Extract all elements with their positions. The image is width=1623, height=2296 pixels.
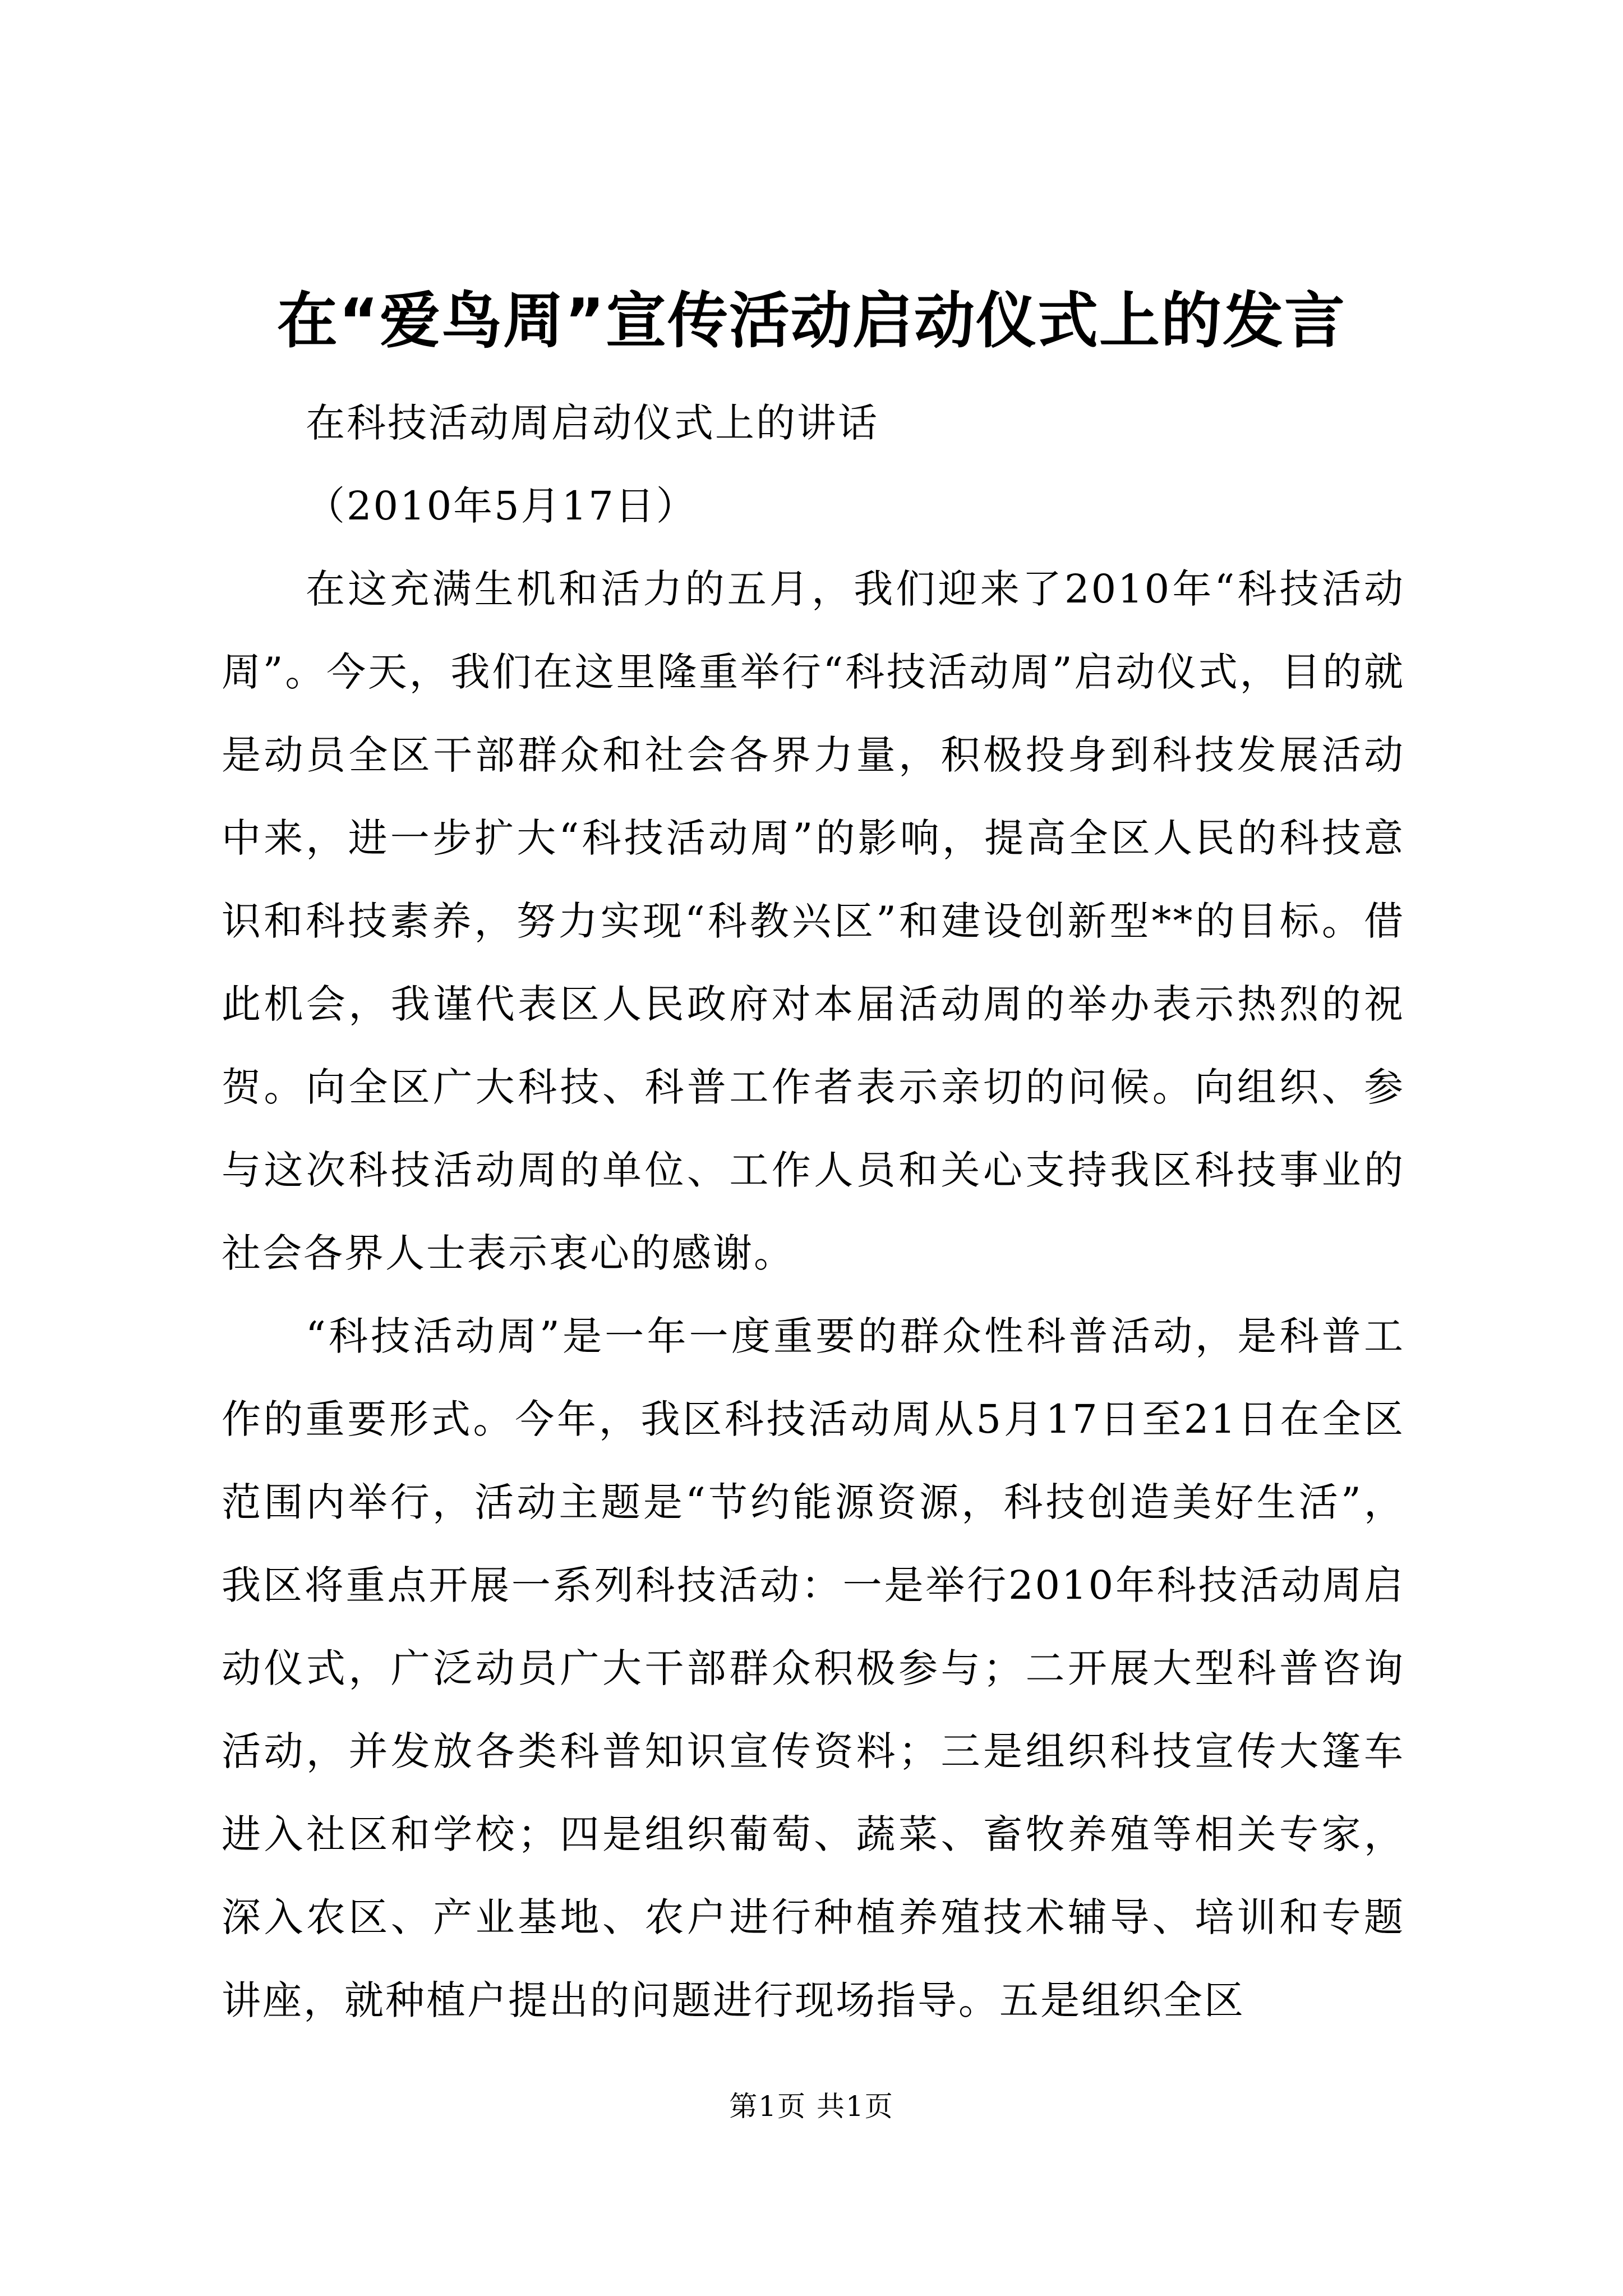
document-title: 在“爱鸟周”宣传活动启动仪式上的发言: [277, 286, 1346, 356]
document-subtitle: 在科技活动周启动仪式上的讲话: [306, 400, 879, 446]
paragraph-2: “科技活动周”是一年一度重要的群众性科普活动，是科普工作的重要形式。今年，我区科技活动周从5月17日至21日在全区范围内举行，活动主题是“节约能源资源，科技创造美好生活”，我区将重点开展一系列科技活动：一是举行2010年科技活动周启动仪式，广泛动员广大干部群众积极参与；二开展大型科普咨询活动，并发放各类科普知识宣传资料；三是组织科技宣传大篷车进入社区和学校；四是组织葡萄、蔬菜、畜牧养殖等相关专家，深入农区、产业基地、农户进行种植养殖技术辅导、培训和专题讲座，就种植户提出的问题进行现场指导。五是组织全区: [222, 1313, 1405, 2023]
document-date: （2010年5月17日）: [306, 483, 697, 529]
document-body: [222, 381, 1405, 2042]
paragraph-1: 在这充满生机和活力的五月，我们迎来了2010年“科技活动周”。今天，我们在这里隆重举行“科技活动周”启动仪式，目的就是动员全区干部群众和社会各界力量，积极投身到科技发展活动中来，进一步扩大“科技活动周”的影响，提高全区人民的科技意识和科技素养，努力实现“科教兴区”和建设创新型**的目标。借此机会，我谨代表区人民政府对本届活动周的举办表示热烈的祝贺。向全区广大科技、科普工作者表示亲切的问候。向组织、参与这次科技活动周的单位、工作人员和关心支持我区科技事业的社会各界人士表示衷心的感谢。: [222, 566, 1405, 1276]
page-footer: 第1页 共1页: [729, 2090, 894, 2123]
